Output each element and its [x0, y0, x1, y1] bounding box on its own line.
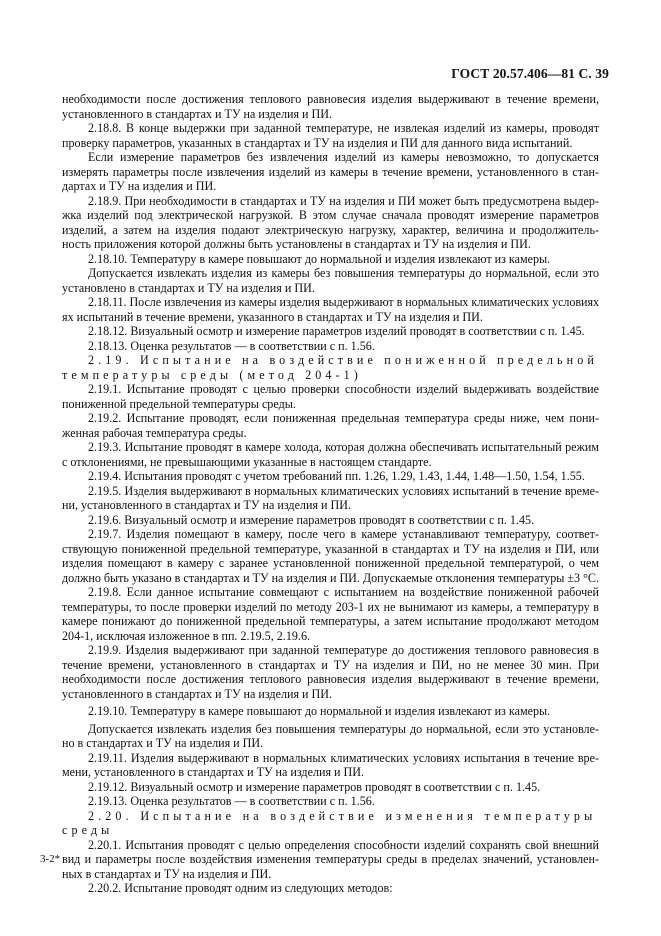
text-line: установлено в стандартах и ТУ на изделия и ПИ.	[62, 280, 315, 295]
text-line: 2.19.7. Изделия помещают в камеру, после чего в камере устанавливают температуру, соответ-	[88, 527, 599, 541]
text-line: 2.19.3. Испытание проводят в камере холода, которая должна обеспечивать испытательный режим	[88, 440, 599, 454]
text-line: 2.19.9. Изделия выдерживают при заданной температуре до достижения теплового равновесия в	[88, 643, 599, 657]
section-heading-line: среды	[62, 823, 114, 837]
section-heading-line: 2.20. Испытание на воздействие изменения температуры	[88, 808, 597, 823]
text-line: женная рабочая температура среды.	[62, 425, 247, 440]
text-line: ствующую пониженной предельной температуре, указанной в стандартах и ТУ на изделия и ПИ, или	[62, 541, 599, 556]
text-line: установленного в стандартах и ТУ на изделия и ПИ.	[62, 106, 333, 121]
text-line: должно быть указано в стандартах и ТУ на изделия и ПИ. Допускаемые отклонения температуры ±3 °С.	[62, 570, 599, 585]
text-line: 204-1, исключая изложенное в пп. 2.19.5, 2.19.6.	[62, 628, 311, 643]
text-line: 2.19.12. Визуальный осмотр и измерение параметров проводят в соответствии с п. 1.45.	[88, 779, 541, 794]
text-line: 2.19.11. Изделия выдерживают в нормальных климатических условиях испытания в течение вре-	[88, 750, 599, 765]
text-line: вид и параметры после воздействия изменения температуры среды в пределах значений, установлен-	[62, 852, 599, 866]
text-line: температуры, то после проверки изделий по методу 203-1 их не вынимают из камеры, а температуру в	[62, 599, 599, 614]
text-line: 2.19.10. Температуру в камере повышают до нормальной и изделия извлекают из камеры.	[88, 704, 551, 718]
text-line: Если измерение параметров без извлечения изделий из камеры невозможно, то допускается	[88, 150, 599, 164]
text-line: проверку параметров, указанных в стандартах и ТУ на изделия и ПИ для данного вида испытаний.	[62, 135, 573, 150]
text-line: Допускается извлекать изделия без повышения температуры до нормальной, если это установле-	[88, 721, 599, 736]
text-line: измерять параметры после извлечения изделий из камеры в течение времени, установленного в стан-	[62, 164, 599, 179]
text-line: изделий, а затем на изделия подают электрическую нагрузку, характер, величина и продолжитель-	[62, 222, 599, 237]
page-header: ГОСТ 20.57.406—81 С. 39	[451, 66, 609, 81]
document-body	[62, 92, 599, 896]
text-line: изделия помещают в камеру с заранее установленной пониженной предельной температурой, о чем	[62, 556, 599, 570]
page-footer-mark: 3-2*	[40, 853, 61, 865]
text-line: 2.18.8. В конце выдержки при заданной температуре, не извлекая изделий из камеры, проводят	[88, 121, 599, 135]
text-line: 2.18.9. При необходимости в стандартах и ТУ на изделия и ПИ может быть предусмотрена выдер-	[88, 193, 599, 208]
text-line: течение времени, установленного в стандартах и ТУ на изделия и ПИ, но не менее 30 мин. При	[62, 657, 599, 672]
text-line: 2.18.13. Оценка результатов — в соответствии с п. 1.56.	[88, 338, 375, 353]
text-line: пониженной предельной температуры среды.	[62, 396, 296, 411]
text-line: необходимости после достижения теплового равновесия изделия выдерживают в течение времени,	[62, 672, 599, 686]
text-line: жка изделий под электрической нагрузкой. В этом случае сначала проводят измерение параметров	[62, 208, 599, 222]
text-line: но в стандартах и ТУ на изделия и ПИ.	[62, 736, 264, 750]
text-line: 2.19.2. Испытание проводят, если пониженная предельная температура среды ниже, чем пони-	[88, 411, 599, 425]
text-line: камере понижают до пониженной предельной температуры, а затем испытание продолжают методом	[62, 614, 599, 628]
text-line: 2.20.2. Испытание проводят одним из следующих методов:	[88, 881, 393, 895]
text-line: 2.18.10. Температуру в камере повышают до нормальной и изделия извлекают из камеры.	[88, 251, 551, 266]
text-line: ни, установленного в стандартах и ТУ на изделия и ПИ.	[62, 498, 352, 512]
text-line: 2.19.8. Если данное испытание совмещают с испытанием на воздействие пониженной рабочей	[88, 585, 599, 599]
text-line: 2.18.12. Визуальный осмотр и измерение параметров изделий проводят в соответствии с п. 1.45.	[88, 324, 585, 338]
text-line: необходимости после достижения теплового равновесия изделия выдерживают в течение времени,	[62, 92, 599, 106]
text-line: ность приложения которой должны быть установлены в стандартах и ТУ на изделия и ПИ.	[62, 237, 531, 251]
text-line: 2.20.1. Испытания проводят с целью определения способности изделий сохранять свой внешний	[88, 837, 599, 852]
text-line: с отклонениями, не превышающими указанные в настоящем стандарте.	[62, 454, 432, 469]
text-line: установленного в стандартах и ТУ на изделия и ПИ.	[62, 686, 333, 701]
text-line: 2.18.11. После извлечения из камеры изделия выдерживают в нормальных климатических условиях	[88, 295, 599, 309]
section-heading-line: температуры среды (метод 204-1)	[62, 367, 362, 382]
text-line: 2.19.1. Испытание проводят с целью проверки способности изделий выдерживать воздействие	[88, 382, 599, 396]
text-line: 2.19.13. Оценка результатов — в соответствии с п. 1.56.	[88, 794, 375, 808]
text-line: Допускается извлекать изделия из камеры без повышения температуры до нормальной, если это	[88, 266, 599, 280]
text-line: 2.19.5. Изделия выдерживают в нормальных климатических условиях испытаний в течение време-	[88, 483, 599, 498]
text-line: ях испытаний в течение времени, указанного в стандартах и ТУ на изделия и ПИ.	[62, 309, 483, 324]
text-line: дартах и ТУ на изделия и ПИ.	[62, 179, 217, 193]
text-line: 2.19.4. Испытания проводят с учетом требований пп. 1.26, 1.29, 1.43, 1.44, 1.48—1.50, 1.54, 1.55.	[88, 469, 585, 483]
text-line: 2.19.6. Визуальный осмотр и измерение параметров проводят в соответствии с п. 1.45.	[88, 512, 535, 527]
text-line: ных в стандартах и ТУ на изделия и ПИ.	[62, 866, 272, 881]
text-line: мени, установленного в стандартах и ТУ на изделия и ПИ.	[62, 765, 365, 779]
section-heading-line: 2.19. Испытание на воздействие пониженной предельной	[88, 353, 598, 367]
